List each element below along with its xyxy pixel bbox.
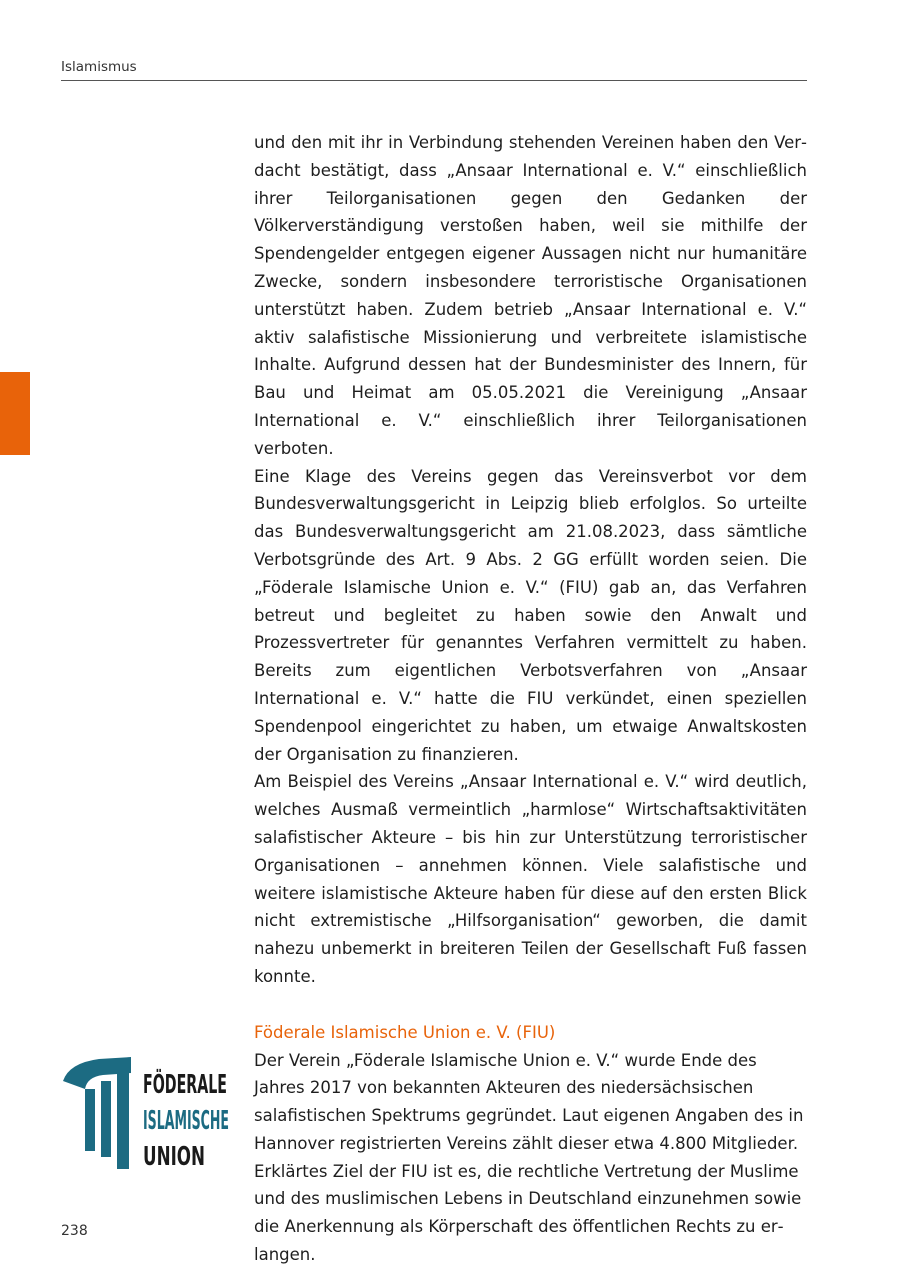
paragraph: Am Beispiel des Vereins „Ansaar International e. V.“ wird deutlich, welches Ausmaß vermeintlich „harmlose“ Wirtschaftsaktivitäten salafistischer Akteure – bis hin zur Unterstützung terroristischer Organisationen – annehmen können. Viele salafistische und weitere islamistische Akteure haben für diese auf den ersten Blick nicht extremistische „Hilfsorganisation“ geworben, die damit nahezu unbemerkt in breiteren Teilen der Gesellschaft Fuß fassen konnte. bbox=[254, 772, 807, 986]
fiu-logo bbox=[61, 1045, 297, 1207]
logo-line-1: FÖDERALE bbox=[143, 1070, 297, 1100]
logo-line-2: ISLAMISCHE bbox=[143, 1106, 229, 1136]
paragraph: Der Verein „Föderale Islamische Union e. V.“ wurde Ende des Jahres 2017 von bekannten Akteuren des niedersächsischen salafistischen Spektrums gegründet. Laut eigenen Angaben des in Hannover registrierten Vereins zählt dieser etwa 4.800 Mitglieder. Erklärtes Ziel der FIU ist es, die rechtliche Vertretung der Muslime und des muslimischen Lebens in Deutschland einzunehmen sowie die Anerkennung als Körperschaft des öffentlichen Rechts zu erlangen. bbox=[254, 1050, 804, 1265]
section-heading: Föderale Islamische Union e. V. (FIU) bbox=[254, 1022, 556, 1042]
header-rule bbox=[61, 80, 807, 81]
paragraph: Eine Klage des Vereins gegen das Vereinsverbot vor dem Bundesverwaltungsgericht in Leipzig blieb erfolglos. So urteilte das Bundesverwaltungsgericht am 21.08.2023, dass sämtliche Verbotsgründe des Art. 9 Abs. 2 GG erfüllt worden seien. Die „Föderale Islamische Union e. V.“ (FIU) gab an, das Verfahren betreut und begleitet zu haben sowie den Anwalt und Prozessvertreter für genanntes Verfahren vermittelt zu haben. Bereits zum eigentlichen Verbotsverfahren von „Ansaar International e. V.“ hatte die FIU verkündet, einen speziellen Spendenpool eingerichtet zu haben, um etwaige Anwaltskosten der Organisation zu finanzieren. bbox=[254, 466, 807, 764]
main-text-column bbox=[254, 129, 807, 1269]
page-number: 238 bbox=[61, 1223, 88, 1239]
paragraph: und den mit ihr in Verbindung stehenden Vereinen haben den Verdacht bestätigt, dass „Ansaar International e. V.“ einschließlich ihrer Teilorganisationen gegen den Gedanken der Völkerverständigung verstoßen haben, weil sie mithilfe der Spendengelder entgegen eigener Aussagen nicht nur humanitäre Zwecke, sondern insbesondere terroristische Organisationen unterstützt haben. Zudem betrieb „Ansaar International e. V.“ aktiv salafistische Missionierung und verbreitete islamistische Inhalte. Aufgrund dessen hat der Bundesminister des Innern, für Bau und Heimat am 05.05.2021 die Vereinigung „Ansaar International e. V.“ einschließlich ihrer Teilorganisationen verboten. bbox=[254, 133, 807, 458]
logo-line-3: UNION bbox=[143, 1142, 205, 1172]
chapter-side-tab bbox=[0, 372, 30, 455]
running-head: Islamismus bbox=[61, 59, 137, 75]
